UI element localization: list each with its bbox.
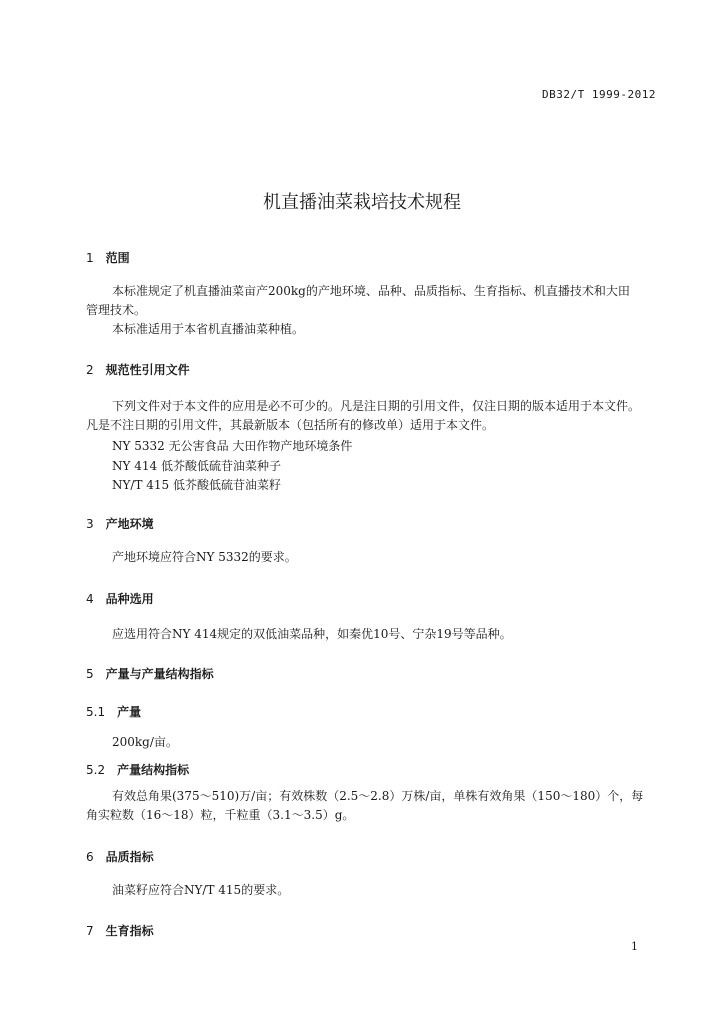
section-2-paragraph-1 — [86, 397, 656, 435]
section-title: 范围 — [105, 251, 130, 265]
paragraph-line: 产地环境应符合NY 5332的要求。 — [112, 550, 297, 564]
section-6-paragraph-1 — [86, 881, 656, 900]
section-1-heading — [86, 249, 130, 266]
section-number: 5.1 — [86, 705, 106, 719]
paragraph-line: 管理技术。 — [86, 303, 147, 317]
section-5-2-paragraph-1 — [86, 787, 656, 825]
section-title: 产量与产量结构指标 — [105, 667, 214, 681]
section-number: 1 — [86, 251, 94, 265]
section-title: 产量结构指标 — [117, 763, 190, 777]
section-5-heading — [86, 665, 214, 682]
paragraph-line: 角实粒数（16～18）粒，千粒重（3.1～3.5）g。 — [86, 808, 355, 822]
section-5-1-heading — [86, 703, 141, 720]
section-title: 品种选用 — [105, 592, 154, 606]
paragraph-line: 应选用符合NY 414规定的双低油菜品种，如秦优10号、宁杂19号等品种。 — [112, 627, 512, 641]
section-title: 生育指标 — [105, 924, 154, 938]
section-4-paragraph-1 — [86, 625, 656, 644]
reference-item: NY 5332 无公害食品 大田作物产地环境条件 — [112, 439, 353, 453]
paragraph-line: 200kg/亩。 — [112, 735, 178, 749]
section-number: 2 — [86, 363, 94, 377]
section-title: 产地环境 — [105, 517, 154, 531]
paragraph-line: 本标准适用于本省机直播油菜种植。 — [112, 322, 305, 336]
paragraph-line: 凡是不注日期的引用文件，其最新版本（包括所有的修改单）适用于本文件。 — [86, 418, 495, 432]
section-3-paragraph-1 — [86, 548, 656, 567]
section-5-1-paragraph-1 — [86, 733, 656, 752]
section-6-heading — [86, 848, 154, 865]
section-title: 品质指标 — [105, 850, 154, 864]
section-1-paragraph-1 — [86, 282, 656, 320]
reference-item: NY/T 415 低芥酸低硫苷油菜籽 — [112, 478, 282, 492]
section-number: 7 — [86, 924, 94, 938]
document-title: 机直播油菜栽培技术规程 — [263, 192, 461, 213]
section-1-paragraph-2 — [86, 320, 656, 339]
paragraph-line: 有效总角果(375～510)万/亩；有效株数（2.5～2.8）万株/亩，单株有效角果（150～180）个，每 — [112, 789, 644, 803]
section-number: 3 — [86, 517, 94, 531]
section-number: 5.2 — [86, 763, 106, 777]
standard-code: DB32/T 1999-2012 — [542, 88, 656, 101]
page-number: 1 — [631, 940, 638, 953]
section-number: 6 — [86, 850, 94, 864]
paragraph-line: 本标准规定了机直播油菜亩产200kg的产地环境、品种、品质指标、生育指标、机直播技术和大田 — [112, 284, 630, 298]
section-4-heading — [86, 590, 154, 607]
paragraph-line: 下列文件对于本文件的应用是必不可少的。凡是注日期的引用文件，仅注日期的版本适用于本文件。 — [112, 399, 641, 413]
section-3-heading — [86, 515, 154, 532]
section-number: 4 — [86, 592, 94, 606]
section-number: 5 — [86, 667, 94, 681]
section-title: 规范性引用文件 — [105, 363, 190, 377]
reference-item: NY 414 低芥酸低硫苷油菜种子 — [112, 459, 281, 473]
paragraph-line: 油菜籽应符合NY/T 415的要求。 — [112, 883, 290, 897]
section-5-2-heading — [86, 761, 189, 778]
section-title: 产量 — [117, 705, 142, 719]
section-2-heading — [86, 361, 190, 378]
section-7-heading — [86, 922, 154, 939]
